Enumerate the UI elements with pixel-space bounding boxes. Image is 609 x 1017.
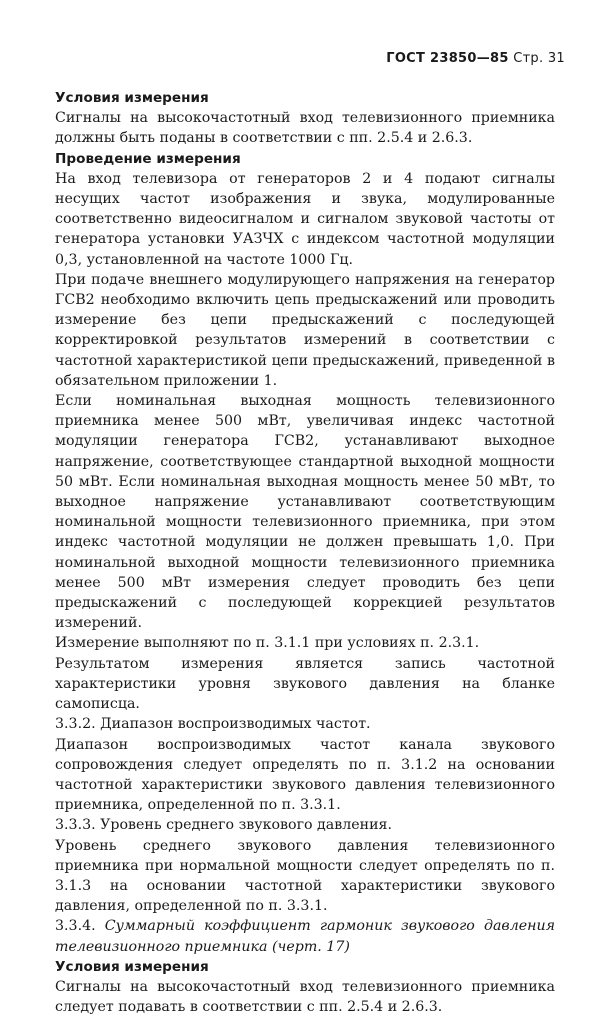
section-heading: Условия измерения	[55, 958, 209, 975]
subsection-title: 3.3.2. Диапазон воспроизводимых частот.	[55, 716, 371, 733]
paragraph: Сигналы на высокочастотный вход телевизионного приемника следует подавать в соответствии с пп. 2.5.4 и 2.6.3.	[55, 978, 555, 1016]
subsection-title: 3.3.3. Уровень среднего звукового давления.	[55, 817, 393, 834]
standard-number: ГОСТ 23850—85	[386, 51, 509, 66]
document-body	[55, 88, 555, 1017]
paragraph: Диапазон воспроизводимых частот канала звукового сопровождения следует определять по п. 3.1.2 на основании частотной характеристики звукового давления телевизионного приемника, определенной по п. 3.3.1.	[55, 736, 555, 814]
page-number: Стр. 31	[513, 51, 565, 66]
paragraph: Уровень среднего звукового давления телевизионного приемника при нормальной мощности следует определять по п. 3.1.3 на основании частотной характеристики звукового давления, определенной по п. 3.3.1.	[55, 837, 555, 915]
paragraph: Если номинальная выходная мощность телевизионного приемника менее 500 мВт, увеличивая индекс частотной модуляции генератора ГСВ2, устанавливают выходное напряжение, соответствующее стандартной выходной мощности 50 мВт. Если номинальная выходная мощность менее 50 мВт, то выходное напряжение устанавливают соответствующим номинальной мощности телевизионного приемника, при этом индекс частотной модуляции не должен превышать 1,0. При номинальной выходной мощности телевизионного приемника менее 500 мВт измерения следует проводить без цепи предыскажений с последующей коррекцией результатов измерений.	[55, 393, 555, 632]
page-header	[386, 51, 565, 66]
paragraph: Измерение выполняют по п. 3.1.1 при условиях п. 2.3.1.	[55, 635, 480, 652]
paragraph: Сигналы на высокочастотный вход телевизионного приемника должны быть поданы в соответствии с пп. 2.5.4 и 2.6.3.	[55, 110, 555, 147]
subsection-title-italic: 3.3.4. Суммарный коэффициент гармоник звукового давления телевизионного приемника (черт. 17)	[55, 918, 555, 955]
section-heading: Условия измерения	[55, 90, 209, 106]
paragraph: При подаче внешнего модулирующего напряжения на генератор ГСВ2 необходимо включить цепь предыскажений или проводить измерение без цепи предыскажений с последующей корректировкой результатов измерений в соответствии с частотной характеристикой цепи предыскажений, приведенной в обязательном приложении 1.	[55, 271, 555, 389]
paragraph: На вход телевизора от генераторов 2 и 4 подают сигналы несущих частот изображения и звука, модулированные соответственно видеосигналом и сигналом звуковой частоты от генератора установки УАЗЧХ с индексом частотной модуляции 0,3, установленной на частоте 1000 Гц.	[55, 170, 555, 268]
paragraph: Результатом измерения является запись частотной характеристики уровня звукового давления на бланке самописца.	[55, 655, 555, 713]
section-heading: Проведение измерения	[55, 150, 241, 167]
